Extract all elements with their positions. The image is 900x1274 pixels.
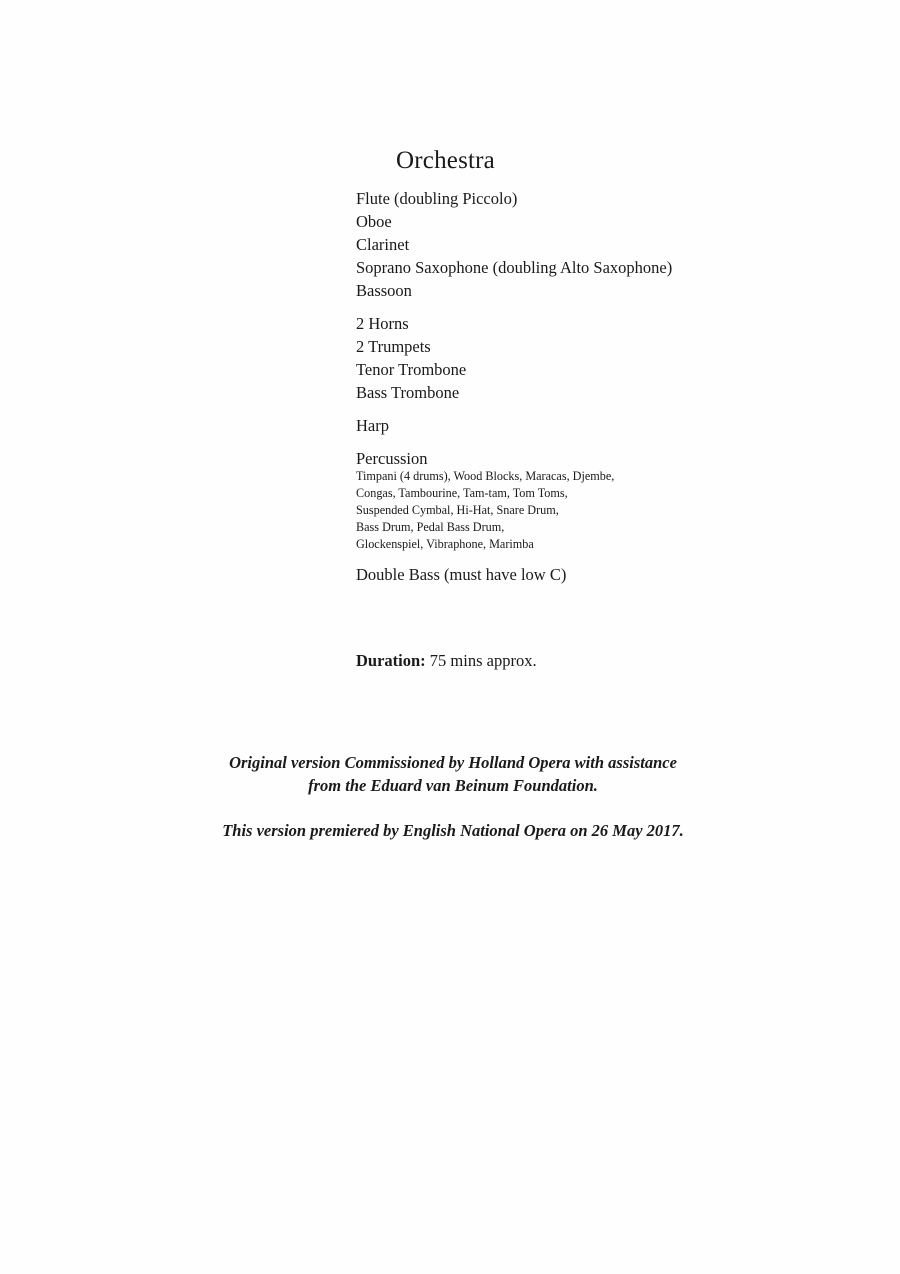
instrument-saxophone: Soprano Saxophone (doubling Alto Saxophone)	[356, 258, 673, 277]
instrument-harp: Harp	[356, 416, 389, 435]
percussion-group	[356, 447, 776, 553]
woodwinds-group	[356, 187, 776, 302]
commission-line-1: Original version Commissioned by Holland Opera with assistance	[229, 753, 677, 772]
harp-group	[356, 414, 776, 437]
premiere-credit	[0, 819, 900, 842]
duration-value: 75 mins approx.	[429, 651, 537, 670]
commission-credit	[0, 751, 900, 797]
instrument-bass-trombone: Bass Trombone	[356, 383, 460, 402]
instrument-list	[356, 187, 776, 596]
percussion-detail-line: Timpani (4 drums), Wood Blocks, Maracas, Djembe,	[356, 469, 615, 483]
percussion-detail-line: Suspended Cymbal, Hi-Hat, Snare Drum,	[356, 503, 559, 517]
percussion-details	[356, 468, 776, 553]
instrument-clarinet: Clarinet	[356, 235, 410, 254]
instrument-oboe: Oboe	[356, 212, 392, 231]
percussion-detail-line: Congas, Tambourine, Tam-tam, Tom Toms,	[356, 486, 568, 500]
instrument-horns: 2 Horns	[356, 314, 409, 333]
instrument-flute: Flute (doubling Piccolo)	[356, 189, 518, 208]
percussion-detail-line: Bass Drum, Pedal Bass Drum,	[356, 520, 505, 534]
percussion-label: Percussion	[356, 449, 428, 468]
instrument-trumpets: 2 Trumpets	[356, 337, 431, 356]
instrument-bassoon: Bassoon	[356, 281, 412, 300]
instrument-tenor-trombone: Tenor Trombone	[356, 360, 467, 379]
duration-label: Duration:	[356, 651, 426, 670]
premiere-line: This version premiered by English National Opera on 26 May 2017.	[222, 821, 684, 840]
strings-group	[356, 563, 776, 586]
brass-group	[356, 312, 776, 404]
instrument-double-bass: Double Bass (must have low C)	[356, 565, 567, 584]
duration-line	[356, 649, 537, 672]
percussion-detail-line: Glockenspiel, Vibraphone, Marimba	[356, 537, 534, 551]
commission-line-2: from the Eduard van Beinum Foundation.	[308, 776, 598, 795]
page-title: Orchestra	[396, 147, 495, 174]
